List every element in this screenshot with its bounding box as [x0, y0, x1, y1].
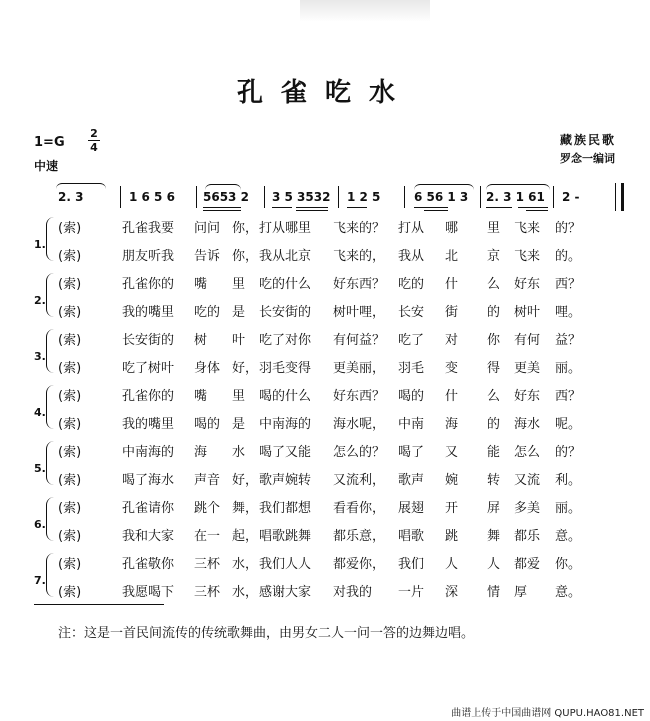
- barline: [404, 186, 405, 208]
- lyric-seg: 什: [445, 277, 459, 292]
- lyric-seg: 长安街的: [122, 333, 175, 348]
- voice-tag: (索): [58, 361, 82, 376]
- lyric-seg: 吃了对你: [259, 333, 312, 348]
- lyric-seg: 歌声婉转: [259, 473, 312, 488]
- lyric-seg: 西？: [555, 389, 582, 404]
- lyric-seg: 好东西？: [333, 389, 386, 404]
- lyric-seg: 呢。: [555, 417, 582, 432]
- lyric-seg: 又: [445, 445, 459, 460]
- lyric-seg: 哪: [445, 221, 459, 236]
- lyric-seg: 都乐: [514, 529, 541, 544]
- lyric-seg: 都乐意，: [333, 529, 386, 544]
- lyric-seg: 我从北京: [259, 249, 312, 264]
- lyric-seg: 有何益？: [333, 333, 386, 348]
- lyric-seg: 能: [487, 445, 501, 460]
- lyric-seg: 是: [232, 417, 246, 432]
- underline-beam: [486, 207, 512, 208]
- measure: 2. 3 1 61: [486, 190, 545, 204]
- lyric-seg: 的: [487, 417, 501, 432]
- lyric-seg: 吃了树叶: [122, 361, 175, 376]
- lyric-row: [0, 437, 650, 463]
- lyric-seg: 西？: [555, 277, 582, 292]
- lyric-seg: 对我的: [333, 585, 373, 600]
- lyric-seg: 唱歌: [398, 529, 425, 544]
- lyric-seg: 丽。: [555, 361, 582, 376]
- lyric-seg: 飞来的，: [333, 249, 386, 264]
- lyric-seg: 嘴: [194, 277, 208, 292]
- lyric-seg: 么: [487, 277, 501, 292]
- lyric-row: [0, 465, 650, 491]
- lyric-seg: 怎么: [514, 445, 541, 460]
- lyric-seg: 的。: [555, 249, 582, 264]
- voice-tag: (索): [58, 277, 82, 292]
- lyric-seg: 好东: [514, 389, 541, 404]
- lyric-seg: 人: [487, 557, 501, 572]
- lyric-seg: 中南海的: [122, 445, 175, 460]
- credit-arranger: 罗念一编词: [560, 152, 615, 165]
- measure: 5653 2: [203, 190, 249, 204]
- lyric-seg: 的: [487, 305, 501, 320]
- lyric-row: [0, 521, 650, 547]
- voice-tag: (索): [58, 249, 82, 264]
- lyric-seg: 飞来的？: [333, 221, 386, 236]
- lyric-seg: 我的嘴里: [122, 305, 175, 320]
- lyric-seg: 舞，: [232, 501, 259, 516]
- measure: 3 5 3532: [272, 190, 331, 204]
- slur: [56, 183, 106, 189]
- time-signature: [88, 128, 100, 153]
- voice-tag: (索): [58, 585, 82, 600]
- lyric-seg: 喝了: [398, 445, 425, 460]
- lyric-row: [0, 241, 650, 267]
- lyric-seg: 利。: [555, 473, 582, 488]
- barline: [553, 186, 554, 208]
- lyric-seg: 我们都想: [259, 501, 312, 516]
- underline-beam: [347, 207, 367, 208]
- lyric-seg: 声音: [194, 473, 221, 488]
- lyric-seg: 厚: [514, 585, 528, 600]
- lyric-row: [0, 353, 650, 379]
- lyric-row: [0, 409, 650, 435]
- measure: 1 2 5: [347, 190, 381, 204]
- lyric-seg: 里: [232, 389, 246, 404]
- lyric-row: [0, 493, 650, 519]
- lyric-seg: 你。: [555, 557, 582, 572]
- key-signature: 1=G: [34, 135, 65, 150]
- lyric-seg: 喝了海水: [122, 473, 175, 488]
- lyric-seg: 好东西？: [333, 277, 386, 292]
- lyric-seg: 中南海的: [259, 417, 312, 432]
- underline-beam: [414, 207, 448, 208]
- lyric-seg: 长安街的: [259, 305, 312, 320]
- underline-beam: [272, 207, 292, 208]
- lyric-seg: 孔雀你的: [122, 389, 175, 404]
- lyric-seg: 我从: [398, 249, 425, 264]
- lyric-seg: 意。: [555, 529, 582, 544]
- underline-beam: [526, 210, 548, 211]
- lyric-seg: 舞: [487, 529, 501, 544]
- lyric-seg: 水: [232, 445, 246, 460]
- lyric-seg: 打从哪里: [259, 221, 312, 236]
- lyric-seg: 变: [445, 361, 459, 376]
- underline-beam: [203, 210, 241, 211]
- final-barline-thin: [615, 183, 616, 211]
- lyric-seg: 看看你，: [333, 501, 386, 516]
- verse-number: 3.: [34, 350, 46, 363]
- lyric-row: [0, 213, 650, 239]
- lyric-seg: 身体: [194, 361, 221, 376]
- lyric-row: [0, 325, 650, 351]
- barline: [480, 186, 481, 208]
- lyric-seg: 飞来: [514, 249, 541, 264]
- lyric-seg: 得: [487, 361, 501, 376]
- lyric-seg: 转: [487, 473, 501, 488]
- lyric-seg: 多美: [514, 501, 541, 516]
- lyric-seg: 朋友听我: [122, 249, 175, 264]
- lyric-seg: 你，: [232, 221, 259, 236]
- barline: [338, 186, 339, 208]
- lyric-seg: 我们: [398, 557, 425, 572]
- verse-number: 7.: [34, 574, 46, 587]
- lyric-seg: 一片: [398, 585, 425, 600]
- barline: [196, 186, 197, 208]
- lyric-seg: 树叶哩，: [333, 305, 386, 320]
- verse-number: 1.: [34, 238, 46, 251]
- lyric-seg: 孔雀请你: [122, 501, 175, 516]
- lyric-seg: 更美: [514, 361, 541, 376]
- lyric-seg: 叶: [232, 333, 246, 348]
- lyric-seg: 我的嘴里: [122, 417, 175, 432]
- lyric-seg: 跳个: [194, 501, 221, 516]
- lyric-seg: 水，: [232, 585, 259, 600]
- voice-tag: (索): [58, 445, 82, 460]
- lyric-seg: 吃的什么: [259, 277, 312, 292]
- slur: [486, 184, 550, 190]
- lyric-seg: 歌声: [398, 473, 425, 488]
- lyric-seg: 树: [194, 333, 208, 348]
- lyric-seg: 孔雀我要: [122, 221, 175, 236]
- slur: [414, 184, 474, 190]
- lyric-seg: 都爱: [514, 557, 541, 572]
- lyric-seg: 是: [232, 305, 246, 320]
- lyric-seg: 告诉: [194, 249, 221, 264]
- meter-bottom: 4: [90, 141, 98, 154]
- lyric-row: [0, 297, 650, 323]
- lyric-seg: 开: [445, 501, 459, 516]
- voice-tag: (索): [58, 557, 82, 572]
- lyric-seg: 我愿喝下: [122, 585, 175, 600]
- lyric-seg: 海: [194, 445, 208, 460]
- verse-number: 4.: [34, 406, 46, 419]
- voice-tag: (索): [58, 417, 82, 432]
- voice-tag: (索): [58, 221, 82, 236]
- lyric-seg: 好，: [232, 361, 259, 376]
- lyric-seg: 海水呢，: [333, 417, 386, 432]
- lyric-seg: 京: [487, 249, 501, 264]
- verse-number: 2.: [34, 294, 46, 307]
- footnote: 注：这是一首民间流传的传统歌舞曲，由男女二人一问一答的边舞边唱。: [58, 626, 475, 641]
- lyric-seg: 里: [232, 277, 246, 292]
- voice-tag: (索): [58, 473, 82, 488]
- lyric-row: [0, 577, 650, 603]
- lyric-seg: 问问: [194, 221, 221, 236]
- lyric-seg: 飞来: [514, 221, 541, 236]
- lyric-seg: 更美丽，: [333, 361, 386, 376]
- lyric-seg: 嘴: [194, 389, 208, 404]
- lyric-seg: 么: [487, 389, 501, 404]
- lyric-seg: 你: [487, 333, 501, 348]
- underline-beam: [203, 207, 241, 208]
- song-title: 孔雀吃水: [236, 78, 413, 108]
- footnote-rule: [34, 604, 164, 605]
- lyric-seg: 吃的: [398, 277, 425, 292]
- meter-top: 2: [90, 127, 98, 140]
- lyric-seg: 意。: [555, 585, 582, 600]
- lyric-seg: 喝的: [398, 389, 425, 404]
- lyric-seg: 三杯: [194, 585, 221, 600]
- lyric-seg: 感谢大家: [259, 585, 312, 600]
- lyric-seg: 有何: [514, 333, 541, 348]
- lyric-seg: 在一: [194, 529, 221, 544]
- voice-tag: (索): [58, 333, 82, 348]
- lyric-seg: 孔雀你的: [122, 277, 175, 292]
- scan-shade: [300, 0, 430, 22]
- lyric-seg: 情: [487, 585, 501, 600]
- underline-beam: [424, 210, 448, 211]
- lyric-seg: 里: [487, 221, 501, 236]
- measure: 2 -: [562, 190, 580, 204]
- lyric-seg: 吃的: [194, 305, 221, 320]
- lyric-seg: 跳: [445, 529, 459, 544]
- lyric-seg: 海水: [514, 417, 541, 432]
- lyric-seg: 街: [445, 305, 459, 320]
- lyric-seg: 深: [445, 585, 459, 600]
- lyric-seg: 北: [445, 249, 459, 264]
- lyric-seg: 丽。: [555, 501, 582, 516]
- lyric-seg: 吃了: [398, 333, 425, 348]
- lyric-seg: 中南: [398, 417, 425, 432]
- lyric-seg: 喝的: [194, 417, 221, 432]
- lyric-seg: 孔雀敬你: [122, 557, 175, 572]
- lyric-seg: 喝的什么: [259, 389, 312, 404]
- lyric-row: [0, 381, 650, 407]
- voice-tag: (索): [58, 501, 82, 516]
- barline: [264, 186, 265, 208]
- underline-beam: [518, 207, 548, 208]
- lyric-seg: 喝了又能: [259, 445, 312, 460]
- lyric-seg: 树叶: [514, 305, 541, 320]
- lyric-seg: 你，: [232, 249, 259, 264]
- lyric-seg: 什: [445, 389, 459, 404]
- underline-beam: [296, 210, 328, 211]
- lyric-seg: 羽毛: [398, 361, 425, 376]
- lyric-seg: 好东: [514, 277, 541, 292]
- lyric-row: [0, 549, 650, 575]
- final-barline-thick: [621, 183, 624, 211]
- lyric-seg: 海: [445, 417, 459, 432]
- lyric-seg: 水，: [232, 557, 259, 572]
- voice-tag: (索): [58, 529, 82, 544]
- measure: 2. 3: [58, 190, 84, 204]
- lyric-seg: 的？: [555, 445, 582, 460]
- verse-number: 6.: [34, 518, 46, 531]
- measure: 6 56 1 3: [414, 190, 469, 204]
- underline-beam: [296, 207, 328, 208]
- site-watermark: 曲谱上传于中国曲谱网 QUPU.HAO81.NET: [451, 708, 644, 719]
- barline: [120, 186, 121, 208]
- voice-tag: (索): [58, 389, 82, 404]
- slur: [205, 184, 241, 190]
- verse-number: 5.: [34, 462, 46, 475]
- lyric-seg: 好，: [232, 473, 259, 488]
- lyric-seg: 又流: [514, 473, 541, 488]
- lyric-seg: 羽毛变得: [259, 361, 312, 376]
- lyric-seg: 打从: [398, 221, 425, 236]
- lyric-seg: 唱歌跳舞: [259, 529, 312, 544]
- lyric-row: [0, 269, 650, 295]
- credit-origin: 藏族民歌: [560, 133, 617, 147]
- lyric-seg: 展翅: [398, 501, 425, 516]
- lyric-seg: 对: [445, 333, 459, 348]
- voice-tag: (索): [58, 305, 82, 320]
- lyric-seg: 又流利，: [333, 473, 386, 488]
- lyric-seg: 屏: [487, 501, 501, 516]
- lyric-seg: 婉: [445, 473, 459, 488]
- lyric-seg: 都爱你，: [333, 557, 386, 572]
- lyric-seg: 怎么的？: [333, 445, 386, 460]
- lyric-seg: 三杯: [194, 557, 221, 572]
- measure: 1 6 5 6: [129, 190, 175, 204]
- lyric-seg: 起，: [232, 529, 259, 544]
- tempo-marking: 中速: [34, 159, 59, 173]
- lyric-seg: 益？: [555, 333, 582, 348]
- lyric-seg: 我们人人: [259, 557, 312, 572]
- lyric-seg: 长安: [398, 305, 425, 320]
- lyric-seg: 的？: [555, 221, 582, 236]
- lyric-seg: 哩。: [555, 305, 582, 320]
- lyric-seg: 人: [445, 557, 459, 572]
- lyric-seg: 我和大家: [122, 529, 175, 544]
